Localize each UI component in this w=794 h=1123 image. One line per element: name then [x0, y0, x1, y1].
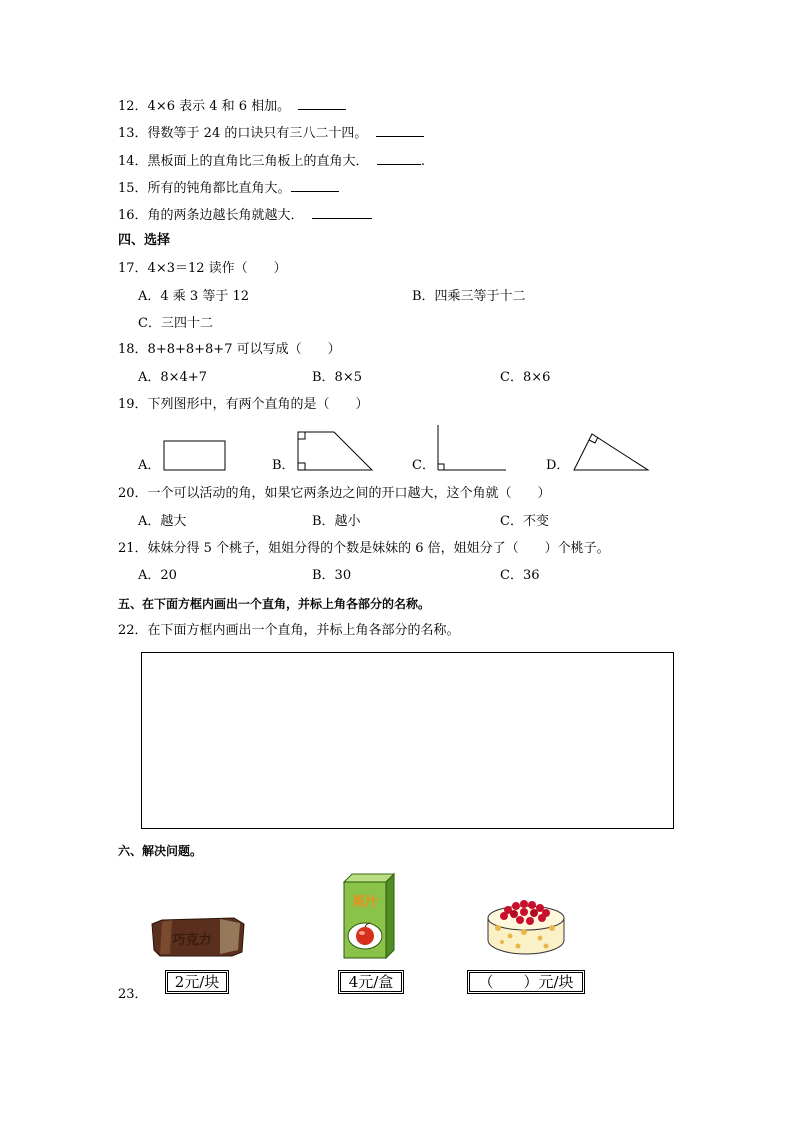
- answer-blank[interactable]: [298, 97, 346, 110]
- statement-13: 13．得数等于 24 的口诀只有三八二十四。: [118, 124, 424, 142]
- answer-blank[interactable]: [376, 124, 424, 137]
- question-22-stem: 22．在下面方框内画出一个直角，并标上角各部分的名称。: [118, 623, 460, 638]
- juice-label-text: 果汁: [351, 895, 379, 910]
- question-21-option-c[interactable]: C．36: [500, 568, 540, 583]
- answer-blank[interactable]: [312, 206, 372, 219]
- question-21-option-b[interactable]: B．30: [312, 568, 352, 583]
- chocolate-price-label: 2元/块: [167, 972, 227, 992]
- cake-image: [484, 896, 568, 958]
- question-20-option-c[interactable]: C．不变: [500, 514, 549, 529]
- question-20-option-b[interactable]: B．越小: [312, 514, 361, 529]
- answer-blank[interactable]: [377, 152, 421, 165]
- question-23-number: 23．: [118, 987, 148, 1002]
- question-19-option-a[interactable]: A．: [138, 458, 161, 473]
- question-17-option-c[interactable]: C．三四十二: [138, 316, 213, 331]
- question-21-option-a[interactable]: A．20: [138, 568, 177, 583]
- question-18-option-c[interactable]: C．8×6: [500, 370, 551, 385]
- section-heading-choice: 四、选择: [118, 233, 171, 248]
- right-angle-figure: [434, 422, 510, 474]
- question-18-option-a[interactable]: A．8×4+7: [138, 370, 207, 385]
- juice-price-label: 4元/盒: [340, 972, 402, 992]
- question-18-option-b[interactable]: B．8×5: [312, 370, 362, 385]
- chocolate-bar-image: [150, 914, 246, 960]
- question-19-option-c[interactable]: C．: [412, 458, 435, 473]
- section-heading-problems: 六、解决问题。: [118, 844, 203, 858]
- question-19-option-d[interactable]: D．: [546, 458, 570, 473]
- answer-blank[interactable]: [291, 179, 339, 192]
- question-17-option-b[interactable]: B．四乘三等于十二: [412, 289, 526, 304]
- statement-12: 12．4×6 表示 4 和 6 相加。: [118, 97, 346, 115]
- question-17-option-a[interactable]: A．4 乘 3 等于 12: [138, 289, 250, 304]
- question-17-stem: 17．4×3＝12 读作（ ）: [118, 261, 287, 276]
- drawing-area[interactable]: [141, 652, 674, 829]
- rectangle-figure: [160, 438, 230, 474]
- cake-price-label[interactable]: （ ）元/块: [469, 972, 583, 992]
- question-18-stem: 18．8+8+8+8+7 可以写成（ ）: [118, 342, 341, 357]
- question-20-stem: 20．一个可以活动的角，如果它两条边之间的开口越大，这个角就（ ）: [118, 486, 551, 501]
- trapezoid-figure: [294, 428, 378, 474]
- juice-box-image: [338, 870, 400, 962]
- statement-16: 16．角的两条边越长角就越大．: [118, 206, 372, 224]
- chocolate-wrapper-text: 巧克力: [172, 933, 212, 948]
- question-21-stem: 21．妹妹分得 5 个桃子，姐姐分得的个数是妹妹的 6 倍，姐姐分了（ ）个桃子。: [118, 541, 610, 556]
- statement-14: 14．黑板面上的直角比三角板上的直角大． .: [118, 154, 425, 169]
- question-19-option-b[interactable]: B．: [272, 458, 295, 473]
- section-heading-draw: 五、在下面方框内画出一个直角，并标上角各部分的名称。: [118, 597, 431, 611]
- right-triangle-figure: [570, 430, 652, 474]
- statement-15: 15．所有的钝角都比直角大。: [118, 179, 339, 197]
- question-20-option-a[interactable]: A．越大: [138, 514, 187, 529]
- question-19-stem: 19．下列图形中，有两个直角的是（ ）: [118, 397, 369, 412]
